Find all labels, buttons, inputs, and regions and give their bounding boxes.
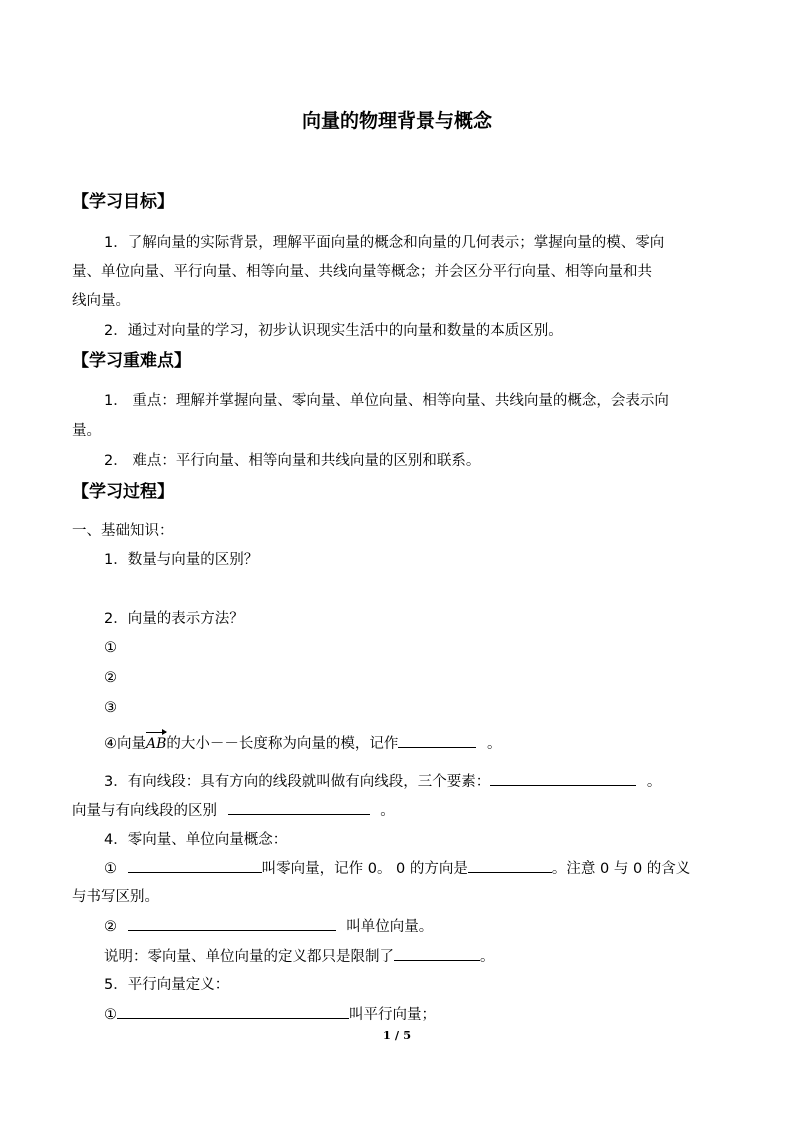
- parallel-vector-line: [104, 1004, 436, 1025]
- vector-magnitude-text: 的大小－－长度称为向量的模，记作: [166, 736, 399, 752]
- zero-vector-text: 叫零向量，记作 0。 0 的方向是: [261, 861, 468, 877]
- question-1: 1．数量与向量的区别？: [104, 552, 259, 568]
- goal-1-line-1: 1．了解向量的实际背景，理解平面向量的概念和向量的几何表示；掌握向量的模、零向: [104, 235, 665, 251]
- circled-number: ②: [104, 919, 117, 935]
- unit-vector-line: [104, 916, 433, 937]
- circled-item-3: ③: [104, 700, 117, 716]
- goal-1-line-2: 量、单位向量、平行向量、相等向量、共线向量等概念；并会区分平行向量、相等向量和共: [72, 264, 652, 280]
- question-4: 4．零向量、单位向量概念：: [104, 832, 288, 848]
- section-heading-process: 【学习过程】: [72, 482, 174, 502]
- circled-item-1: ①: [104, 640, 117, 656]
- circled-item-4: [104, 733, 502, 754]
- sentence-end-mark: 。: [646, 774, 662, 790]
- question-3: [104, 771, 661, 792]
- page-number: 1 / 5: [382, 1028, 412, 1042]
- directed-segment-text: 3．有向线段：具有方向的线段就叫做有向线段，三个要素：: [104, 774, 491, 790]
- note-blank[interactable]: [394, 946, 480, 961]
- keypoint-2: 2． 难点：平行向量、相等向量和共线向量的区别和联系。: [104, 453, 481, 469]
- keypoint-1-line-2: 量。: [72, 423, 101, 439]
- magnitude-notation-blank[interactable]: [398, 733, 476, 748]
- sentence-end-mark: 。: [480, 949, 495, 965]
- question-5: 5．平行向量定义：: [104, 977, 230, 993]
- goal-2: 2．通过对向量的学习，初步认识现实生活中的向量和数量的本质区别。: [104, 323, 563, 339]
- question-3-difference: [72, 800, 395, 821]
- part-basic-knowledge: 一、基础知识：: [72, 523, 174, 539]
- parallel-vector-text: 叫平行向量；: [349, 1007, 436, 1023]
- sentence-end-mark: 。: [487, 736, 502, 752]
- circled-number: ①: [104, 1007, 117, 1023]
- vector-ab-symbol: AB: [146, 736, 167, 752]
- zero-vector-direction-blank[interactable]: [468, 858, 552, 873]
- circled-number: ①: [104, 861, 117, 877]
- unit-vector-definition-blank[interactable]: [128, 916, 336, 931]
- sentence-end-mark: 。: [380, 803, 395, 819]
- vector-label-prefix: ④向量: [104, 736, 146, 752]
- zero-vector-line: [104, 858, 690, 879]
- difference-blank[interactable]: [228, 800, 370, 815]
- unit-vector-text: 叫单位向量。: [346, 919, 434, 935]
- difference-text: 向量与有向线段的区别: [72, 803, 217, 819]
- zero-vector-line-2: 与书写区别。: [72, 889, 159, 905]
- section-heading-goals: 【学习目标】: [72, 192, 174, 212]
- zero-vector-note: 。注意 0 与 0 的含义: [551, 861, 691, 877]
- question-2: 2．向量的表示方法？: [104, 611, 244, 627]
- note-line: [104, 946, 495, 967]
- note-text: 说明：零向量、单位向量的定义都只是限制了: [104, 949, 394, 965]
- keypoint-1-line-1: 1． 重点：理解并掌握向量、零向量、单位向量、相等向量、共线向量的概念，会表示向: [104, 393, 669, 409]
- page-title: 向量的物理背景与概念: [301, 110, 492, 132]
- zero-vector-definition-blank[interactable]: [128, 858, 262, 873]
- section-heading-keypoints: 【学习重难点】: [72, 351, 191, 371]
- parallel-vector-definition-blank[interactable]: [117, 1004, 349, 1019]
- circled-item-2: ②: [104, 670, 117, 686]
- three-elements-blank[interactable]: [490, 771, 636, 786]
- goal-1-line-3: 线向量。: [72, 293, 130, 309]
